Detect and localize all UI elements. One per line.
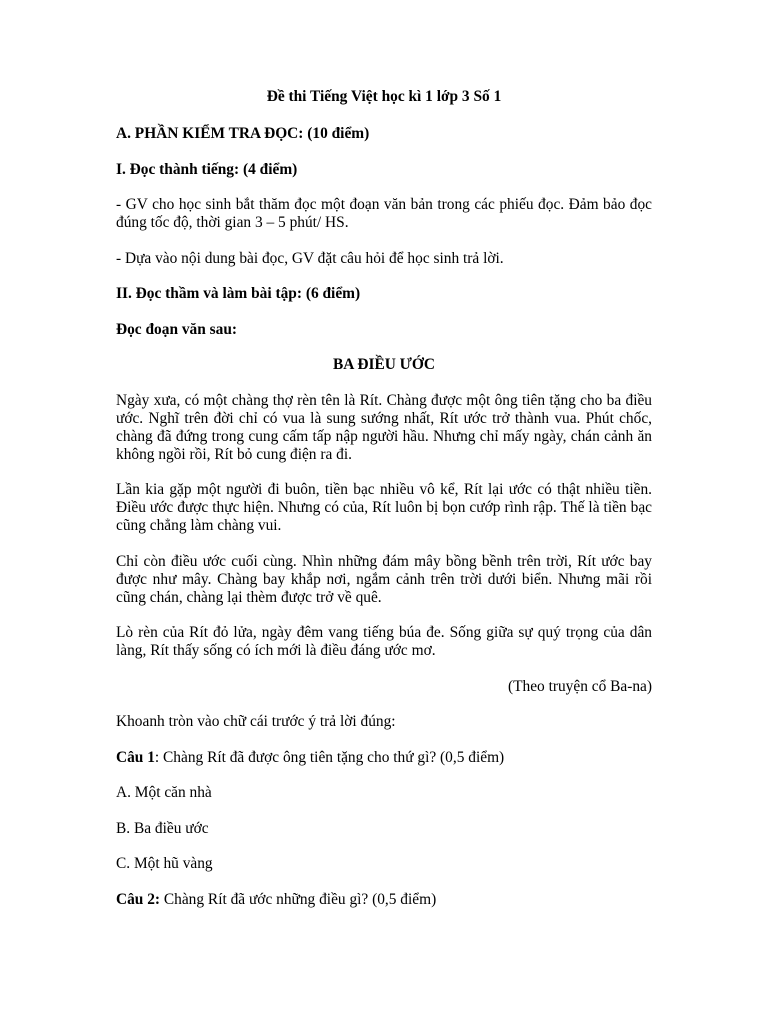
section-a-heading: A. PHẦN KIỂM TRA ĐỌC: (10 điểm)	[116, 125, 370, 142]
question-1-text: : Chàng Rít đã được ông tiên tặng cho thứ gì? (0,5 điểm)	[154, 748, 505, 766]
question-1-option-c: C. Một hũ vàng	[116, 855, 213, 872]
story-title: BA ĐIỀU ƯỚC	[332, 356, 436, 373]
question-1-option-a: A. Một căn nhà	[116, 784, 212, 801]
part1-item-1: - GV cho học sinh bắt thăm đọc một đoạn văn bản trong các phiếu đọc. Đảm bảo đọc đúng tốc độ, thời gian 3 – 5 phút/ HS.	[116, 196, 652, 231]
story-source: (Theo truyện cổ Ba-na)	[507, 677, 652, 695]
document-page	[116, 88, 652, 926]
question-1-option-b: B. Ba điều ước	[116, 819, 209, 837]
question-1	[116, 749, 652, 767]
question-1-label: Câu 1	[116, 748, 155, 766]
story-paragraph-2: Lần kia gặp một người đi buôn, tiền bạc nhiều vô kể, Rít lại ước có thật nhiều tiền. Điều ước được thực hiện. Nhưng có của, Rít luôn bị bọn cướp rình rập. Thế là tiền bạc cũng chẳng làm chàng vui.	[116, 481, 652, 534]
part1-item-2: - Dựa vào nội dung bài đọc, GV đặt câu hỏi để học sinh trả lời.	[116, 249, 504, 267]
story-paragraph-3: Chỉ còn điều ước cuối cùng. Nhìn những đám mây bồng bềnh trên trời, Rít ước bay được như mây. Chàng bay khắp nơi, ngắm cảnh trên trời dưới biển. Nhưng mãi rồi cũng chán, chàng lại thèm được trở về quê.	[116, 552, 652, 606]
part1-heading: I. Đọc thành tiếng: (4 điểm)	[116, 160, 298, 178]
question-2-label: Câu 2:	[116, 890, 161, 908]
part2-heading: II. Đọc thầm và làm bài tập: (6 điểm)	[116, 285, 361, 302]
task-instruction: Khoanh tròn vào chữ cái trước ý trả lời đúng:	[116, 713, 396, 730]
document-title: Đề thi Tiếng Việt học kì 1 lớp 3 Số 1	[266, 88, 502, 105]
part2-instruction: Đọc đoạn văn sau:	[116, 320, 238, 338]
story-paragraph-4: Lò rèn của Rít đỏ lửa, ngày đêm vang tiếng búa đe. Sống giữa sự quý trọng của dân làng, Rít thấy sống có ích mới là điều đáng ước mơ.	[116, 624, 652, 659]
question-2-text: Chàng Rít đã ước những điều gì? (0,5 điểm)	[160, 890, 437, 908]
question-2	[116, 891, 652, 909]
story-paragraph-1: Ngày xưa, có một chàng thợ rèn tên là Rít. Chàng được một ông tiên tặng cho ba điều ước. Nghĩ trên đời chỉ có vua là sung sướng nhất, Rít ước trở thành vua. Phút chốc, chàng đã đứng trong cung cấm tấp nập người hầu. Nhưng chỉ mấy ngày, chán cảnh ăn không ngồi rồi, Rít bỏ cung điện ra đi.	[116, 391, 652, 463]
